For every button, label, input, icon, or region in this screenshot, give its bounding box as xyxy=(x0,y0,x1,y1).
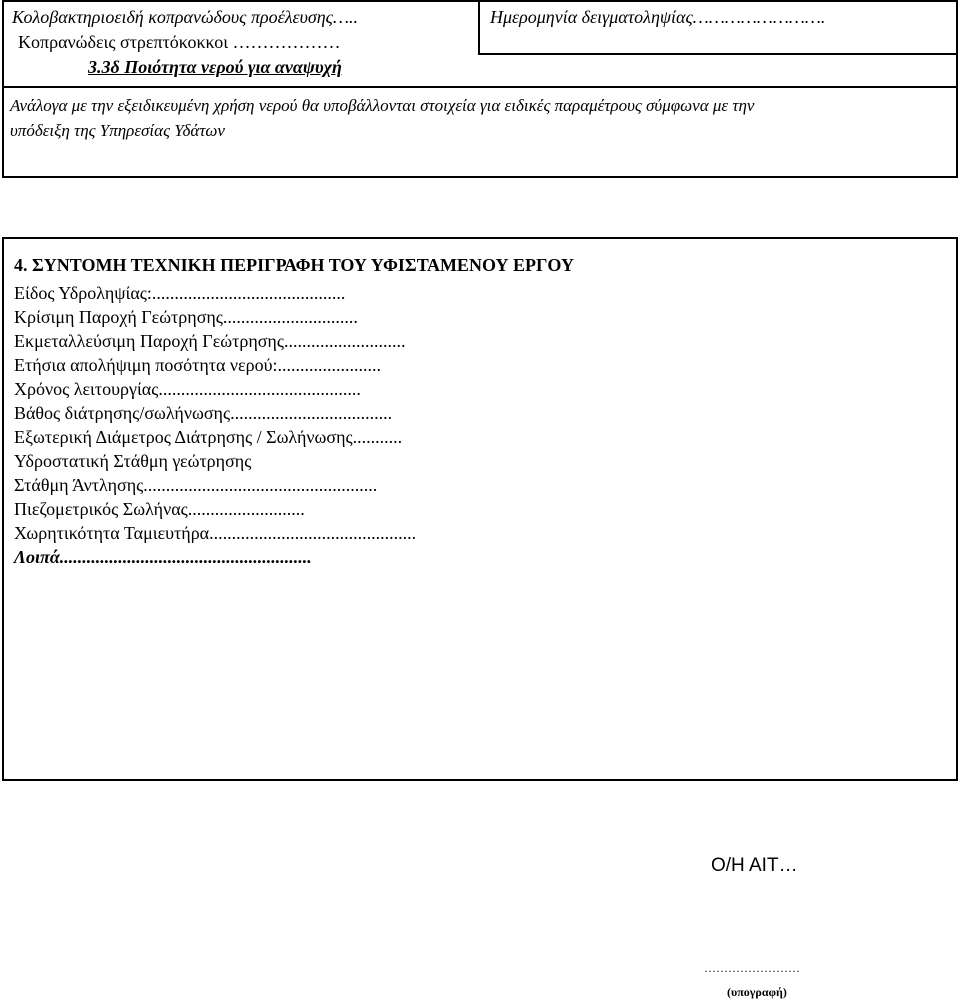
field-pumping-level: Στάθμη Άντλησης.................................................... xyxy=(14,475,378,495)
section4-title: 4. ΣΥΝΤΟΜΗ ΤΕΧΝΙΚΗ ΠΕΡΙΓΡΑΦΗ ΤΟΥ ΥΦΙΣΤΑΜΕΝΟΥ ΕΡΓΟΥ xyxy=(14,255,574,275)
field-operating-time: Χρόνος λειτουργίας............................................. xyxy=(14,379,361,399)
applicant-label: Ο/Η ΑΙΤ… xyxy=(711,855,798,876)
coliform-line: Κολοβακτηριοειδή κοπρανώδους προέλευσης….. xyxy=(12,7,358,27)
table-border-right xyxy=(956,0,958,178)
section4-border-left xyxy=(2,237,4,781)
technical-fields-list xyxy=(14,282,416,570)
sampling-date-label: Ημερομηνία δειγματοληψίας……………………. xyxy=(490,7,826,27)
field-critical-yield: Κρίσιμη Παροχή Γεώτρησης.............................. xyxy=(14,307,358,327)
table-border-left xyxy=(2,0,4,178)
field-exploitable-yield: Εκμεταλλεύσιμη Παροχή Γεώτρησης........................... xyxy=(14,331,406,351)
field-external-diameter: Εξωτερική Διάμετρος Διάτρησης / Σωλήνωσης........... xyxy=(14,427,403,447)
field-piezometer: Πιεζομετρικός Σωλήνας.......................... xyxy=(14,499,305,519)
cell-divider xyxy=(478,0,480,55)
section4-border-right xyxy=(956,237,958,781)
special-parameters-note-line1: Ανάλογα με την εξειδικευμένη χρήση νερού θα υποβάλλονται στοιχεία για ειδικές παραμέτρους σύμφωνα με την xyxy=(10,96,755,115)
table-border-bottom xyxy=(2,176,958,178)
recreation-water-heading: 3.3δ Ποιότητα νερού για αναψυχή xyxy=(88,57,342,77)
field-annual-volume: Ετήσια απολήψιμη ποσότητα νερού:....................... xyxy=(14,355,381,375)
field-static-level: Υδροστατική Στάθμη γεώτρησης xyxy=(14,451,252,471)
field-abstraction-type: Είδος Υδροληψίας:........................................... xyxy=(14,283,346,303)
special-parameters-note-line2: υπόδειξη της Υπηρεσίας Υδάτων xyxy=(10,121,225,140)
section4-border-bottom xyxy=(2,779,958,781)
row-divider-heading xyxy=(2,86,958,88)
field-drilling-depth: Βάθος διάτρησης/σωλήνωσης.................................... xyxy=(14,403,393,423)
field-reservoir-capacity: Χωρητικότητα Ταμιευτήρα.............................................. xyxy=(14,523,417,543)
section4-border-top xyxy=(2,237,958,239)
table-border-top xyxy=(2,0,958,2)
field-other: Λοιπά........................................................ xyxy=(14,547,312,567)
streptococci-line: Κοπρανώδεις στρεπτόκοκκοι ……………… xyxy=(18,32,341,52)
signature-dots: …………………… xyxy=(704,961,800,975)
row-divider xyxy=(480,53,958,55)
signature-caption: (υπογραφή) xyxy=(727,985,787,999)
